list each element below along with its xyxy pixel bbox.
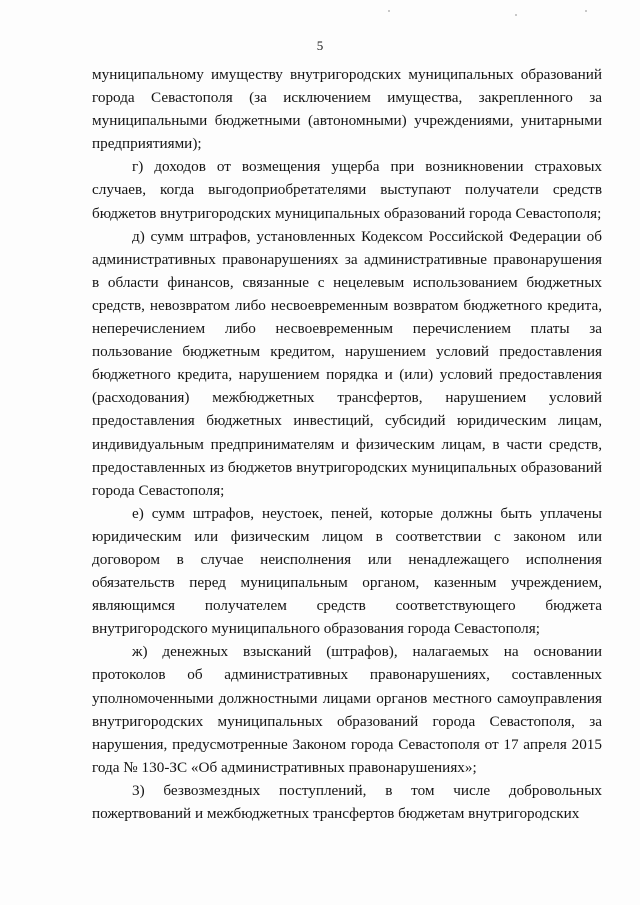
scan-speck: [388, 10, 390, 12]
paragraph-continuation: муниципальному имуществу внутригородских муниципальных образований города Севастополя (за исключением имущества, закрепленного за муниципальными бюджетными (автономными) учреждениями, унитарными предприятиями);: [92, 66, 602, 153]
page-number: 5: [316, 38, 324, 53]
paragraph-item-3: 3) безвозмездных поступлений, в том числе добровольных пожертвований и межбюджетных трансфертов бюджетам внутригородских: [92, 781, 602, 822]
document-body: [92, 63, 602, 825]
scan-speck: [515, 14, 517, 16]
paragraph-item-g: г) доходов от возмещения ущерба при возникновении страховых случаев, когда выгодоприобретателями выступают получатели средств бюджетов внутригородских муниципальных образований города Севастополя;: [92, 158, 602, 222]
paragraph-item-e: е) сумм штрафов, неустоек, пеней, которые должны быть уплачены юридическим или физическим лицом в соответствии с законом или договором в случае неисполнения или ненадлежащего исполнения обязательств перед муниципальным органом, казенным учреждением, являющимся получателем средств соответствующего бюджета внутригородского муниципального образования города Севастополя;: [92, 504, 602, 638]
paragraph-item-d: д) сумм штрафов, установленных Кодексом Российской Федерации об административных правонарушениях за административные правонарушения в области финансов, связанные с нецелевым использованием бюджетных средств, невозвратом либо несвоевременным возвратом бюджетного кредита, неперечислением либо несвоевременным перечислением платы за пользование бюджетным кредитом, нарушением условий предоставления бюджетного кредита, нарушением порядка и (или) условий предоставления (расходования) межбюджетных трансфертов, нарушением условий предоставления бюджетных инвестиций, субсидий юридическим лицам, индивидуальным предпринимателям и физическим лицам, в части средств, предоставленных из бюджетов внутригородских муниципальных образований города Севастополя;: [92, 227, 602, 499]
scan-speck: [585, 10, 587, 12]
paragraph-item-zh: ж) денежных взысканий (штрафов), налагаемых на основании протоколов об административных правонарушениях, составленных уполномоченными должностными лицами органов местного самоуправления внутригородских муниципальных образований города Севастополя, за нарушения, предусмотренные Законом города Севастополя от 17 апреля 2015 года № 130-ЗС «Об административных правонарушениях»;: [92, 643, 602, 776]
